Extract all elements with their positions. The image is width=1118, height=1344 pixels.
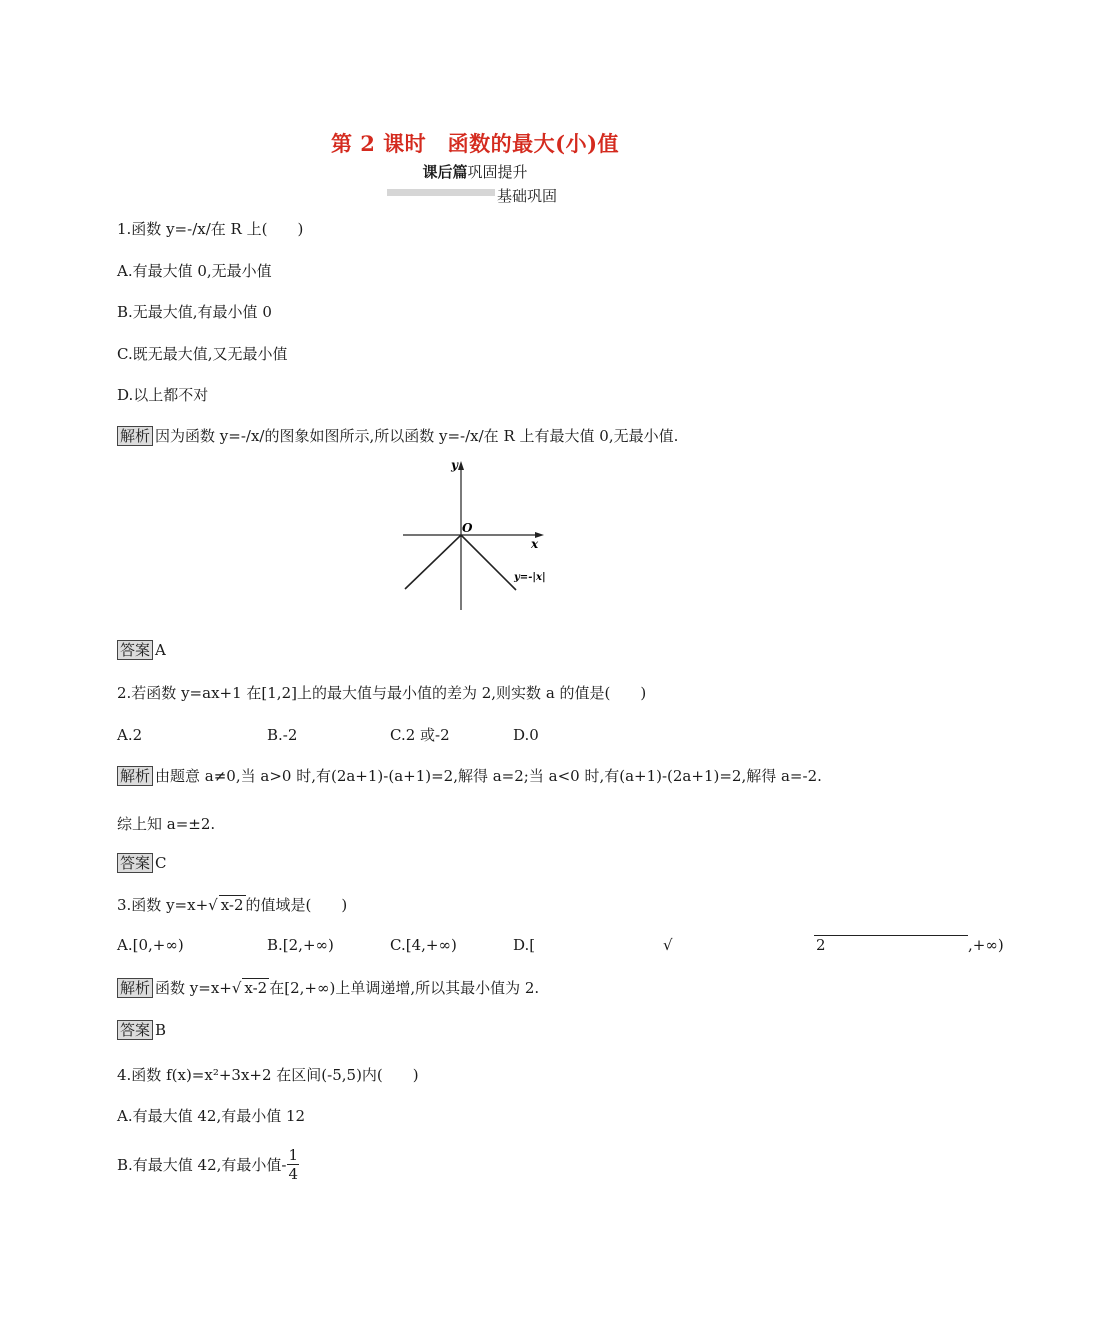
q3-option-d-post: ,+∞) (968, 936, 1004, 954)
q2-options (117, 724, 663, 745)
q3-stem-pre: 3.函数 y=x+ (117, 896, 209, 914)
q3-answer-text: B (155, 1021, 167, 1039)
fraction-denominator: 4 (288, 1165, 299, 1183)
q3-option-d-pre: D.[ (513, 936, 536, 954)
q2-analysis-2: 综上知 a=±2. (117, 815, 216, 833)
q3-option-b: B.[2,+∞) (267, 936, 334, 954)
q2-analysis (117, 765, 822, 786)
q4-option-b-pre: B.有最大值 42,有最小值- (117, 1156, 287, 1174)
q3-stem (117, 894, 347, 915)
q3-option-c: C.[4,+∞) (390, 936, 457, 954)
q1-stem: 1.函数 y=-/x/在 R 上( ) (117, 220, 304, 238)
q1-analysis (117, 425, 678, 446)
analysis-tag: 解析 (117, 426, 153, 446)
q3-option-a: A.[0,+∞) (117, 936, 184, 954)
q3-analysis (117, 977, 539, 998)
q2-answer-text: C (155, 854, 167, 872)
y-axis-arrow (458, 461, 464, 470)
analysis-tag: 解析 (117, 766, 153, 786)
fraction-numerator: 1 (288, 1146, 299, 1164)
answer-tag: 答案 (117, 853, 153, 873)
q4-option-b (117, 1146, 299, 1183)
q3-analysis-pre: 函数 y=x+ (155, 979, 232, 997)
q2-stem: 2.若函数 y=ax+1 在[1,2]上的最大值与最小值的差为 2,则实数 a 的值是( ) (117, 684, 647, 702)
x-label: x (531, 537, 539, 551)
y-label: y (451, 458, 458, 472)
q1-option-d: D.以上都不对 (117, 386, 209, 404)
sqrt-symbol: √ (663, 936, 673, 954)
section-heading: 基础巩固 (497, 187, 558, 205)
curve-label: y=-|x| (514, 572, 546, 583)
q1-option-a: A.有最大值 0,无最小值 (117, 262, 272, 280)
subtitle-rest: 巩固提升 (467, 163, 528, 181)
q4-option-a: A.有最大值 42,有最小值 12 (117, 1107, 306, 1125)
q1-answer (117, 640, 166, 660)
fraction (287, 1146, 299, 1183)
q2-option-c: C.2 或-2 (390, 726, 450, 744)
q1-answer-text: A (155, 641, 166, 659)
answer-tag: 答案 (117, 1020, 153, 1040)
q3-options (117, 935, 1004, 954)
q3-analysis-post: 在[2,+∞)上单调递增,所以其最小值为 2. (269, 979, 540, 997)
q3-stem-radicand: x-2 (220, 896, 244, 914)
q3-stem-post: 的值域是( ) (245, 896, 348, 914)
sqrt-symbol: √ (231, 979, 242, 997)
q3-option-d-radicand: 2 (814, 935, 968, 954)
page-title: 第 2 课时 函数的最大(小)值 (330, 131, 620, 156)
subtitle-bold: 课后篇 (422, 163, 468, 181)
q1-option-b: B.无最大值,有最小值 0 (117, 303, 272, 321)
section-bar (387, 189, 495, 196)
q2-analysis-text: 由题意 a≠0,当 a>0 时,有(2a+1)-(a+1)=2,解得 a=2;当 a<0 时,有(a+1)-(2a+1)=2,解得 a=-2. (155, 767, 822, 785)
page-subtitle (0, 161, 950, 182)
answer-tag: 答案 (117, 640, 153, 660)
q3-answer (117, 1020, 166, 1040)
q2-option-b: B.-2 (267, 726, 298, 744)
sqrt-symbol: √ (208, 896, 218, 914)
q3-analysis-radicand: x-2 (244, 979, 268, 997)
q2-option-a: A.2 (117, 726, 143, 744)
q3-option-d (513, 935, 1004, 954)
analysis-tag: 解析 (117, 978, 153, 998)
q2-answer (117, 853, 167, 873)
q1-analysis-text: 因为函数 y=-/x/的图象如图所示,所以函数 y=-/x/在 R 上有最大值 0,无最小值. (155, 427, 679, 445)
abs-graph (395, 455, 555, 615)
q2-option-d: D.0 (513, 726, 539, 744)
origin-label: O (462, 521, 473, 535)
q1-option-c: C.既无最大值,又无最小值 (117, 345, 288, 363)
q4-stem: 4.函数 f(x)=x²+3x+2 在区间(-5,5)内( ) (117, 1066, 419, 1084)
